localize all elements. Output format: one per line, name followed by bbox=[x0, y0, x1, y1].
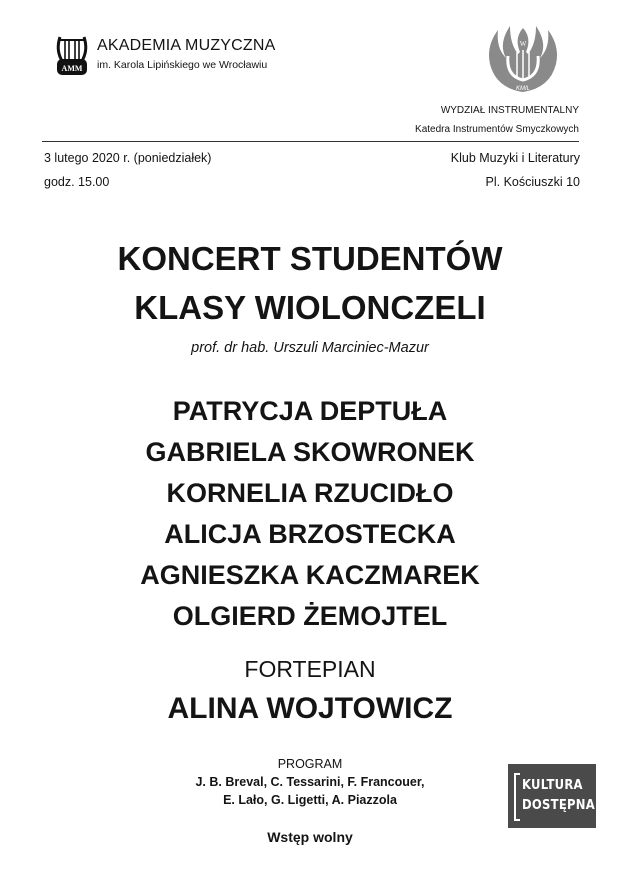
event-date: 3 lutego 2020 r. (poniedziałek) bbox=[44, 151, 212, 165]
program-composers-line1: J. B. Breval, C. Tessarini, F. Francouer, bbox=[195, 775, 425, 789]
kultura-dostepna-badge bbox=[508, 764, 596, 828]
badge-line1: KULTURA bbox=[522, 777, 583, 793]
performer-name: KORNELIA RZUCIDŁO bbox=[166, 478, 454, 508]
performer-name: OLGIERD ŻEMOJTEL bbox=[172, 601, 448, 631]
performer-name: AGNIESZKA KACZMAREK bbox=[140, 560, 480, 590]
performer-name: PATRYCJA DEPTUŁA bbox=[172, 396, 448, 426]
performer-name: GABRIELA SKOWRONEK bbox=[145, 437, 475, 467]
department-name: Katedra Instrumentów Smyczkowych bbox=[415, 124, 579, 135]
event-venue: Klub Muzyki i Literatury bbox=[450, 151, 580, 165]
header-divider bbox=[42, 141, 579, 142]
free-entry-note: Wstęp wolny bbox=[267, 829, 353, 845]
professor-name: prof. dr hab. Urszuli Marciniec-Mazur bbox=[191, 340, 429, 356]
event-time: godz. 15.00 bbox=[44, 175, 110, 189]
svg-text:KMIL: KMIL bbox=[515, 86, 531, 92]
pianist-name: ALINA WOJTOWICZ bbox=[167, 692, 453, 725]
academy-name: AKADEMIA MUZYCZNA bbox=[97, 37, 276, 54]
piano-label: FORTEPIAN bbox=[244, 656, 376, 682]
concert-title-line2: KLASY WIOLONCZELI bbox=[134, 289, 486, 326]
bracket-icon bbox=[514, 773, 520, 821]
event-address: Pl. Kościuszki 10 bbox=[485, 175, 580, 189]
kmil-flame-lyre-logo-icon bbox=[484, 22, 562, 102]
svg-text:W: W bbox=[519, 40, 527, 48]
lyre-logo-icon bbox=[54, 33, 90, 79]
performer-name: ALICJA BRZOSTECKA bbox=[164, 519, 456, 549]
badge-line2: DOSTĘPNA bbox=[522, 797, 596, 813]
svg-text:AMM: AMM bbox=[61, 64, 83, 73]
program-heading: PROGRAM bbox=[277, 757, 343, 771]
academy-subtitle: im. Karola Lipińskiego we Wrocławiu bbox=[97, 59, 268, 71]
faculty-name: WYDZIAŁ INSTRUMENTALNY bbox=[440, 105, 579, 116]
concert-title-line1: KONCERT STUDENTÓW bbox=[117, 240, 503, 277]
program-composers-line2: E. Lało, G. Ligetti, A. Piazzola bbox=[223, 793, 397, 807]
